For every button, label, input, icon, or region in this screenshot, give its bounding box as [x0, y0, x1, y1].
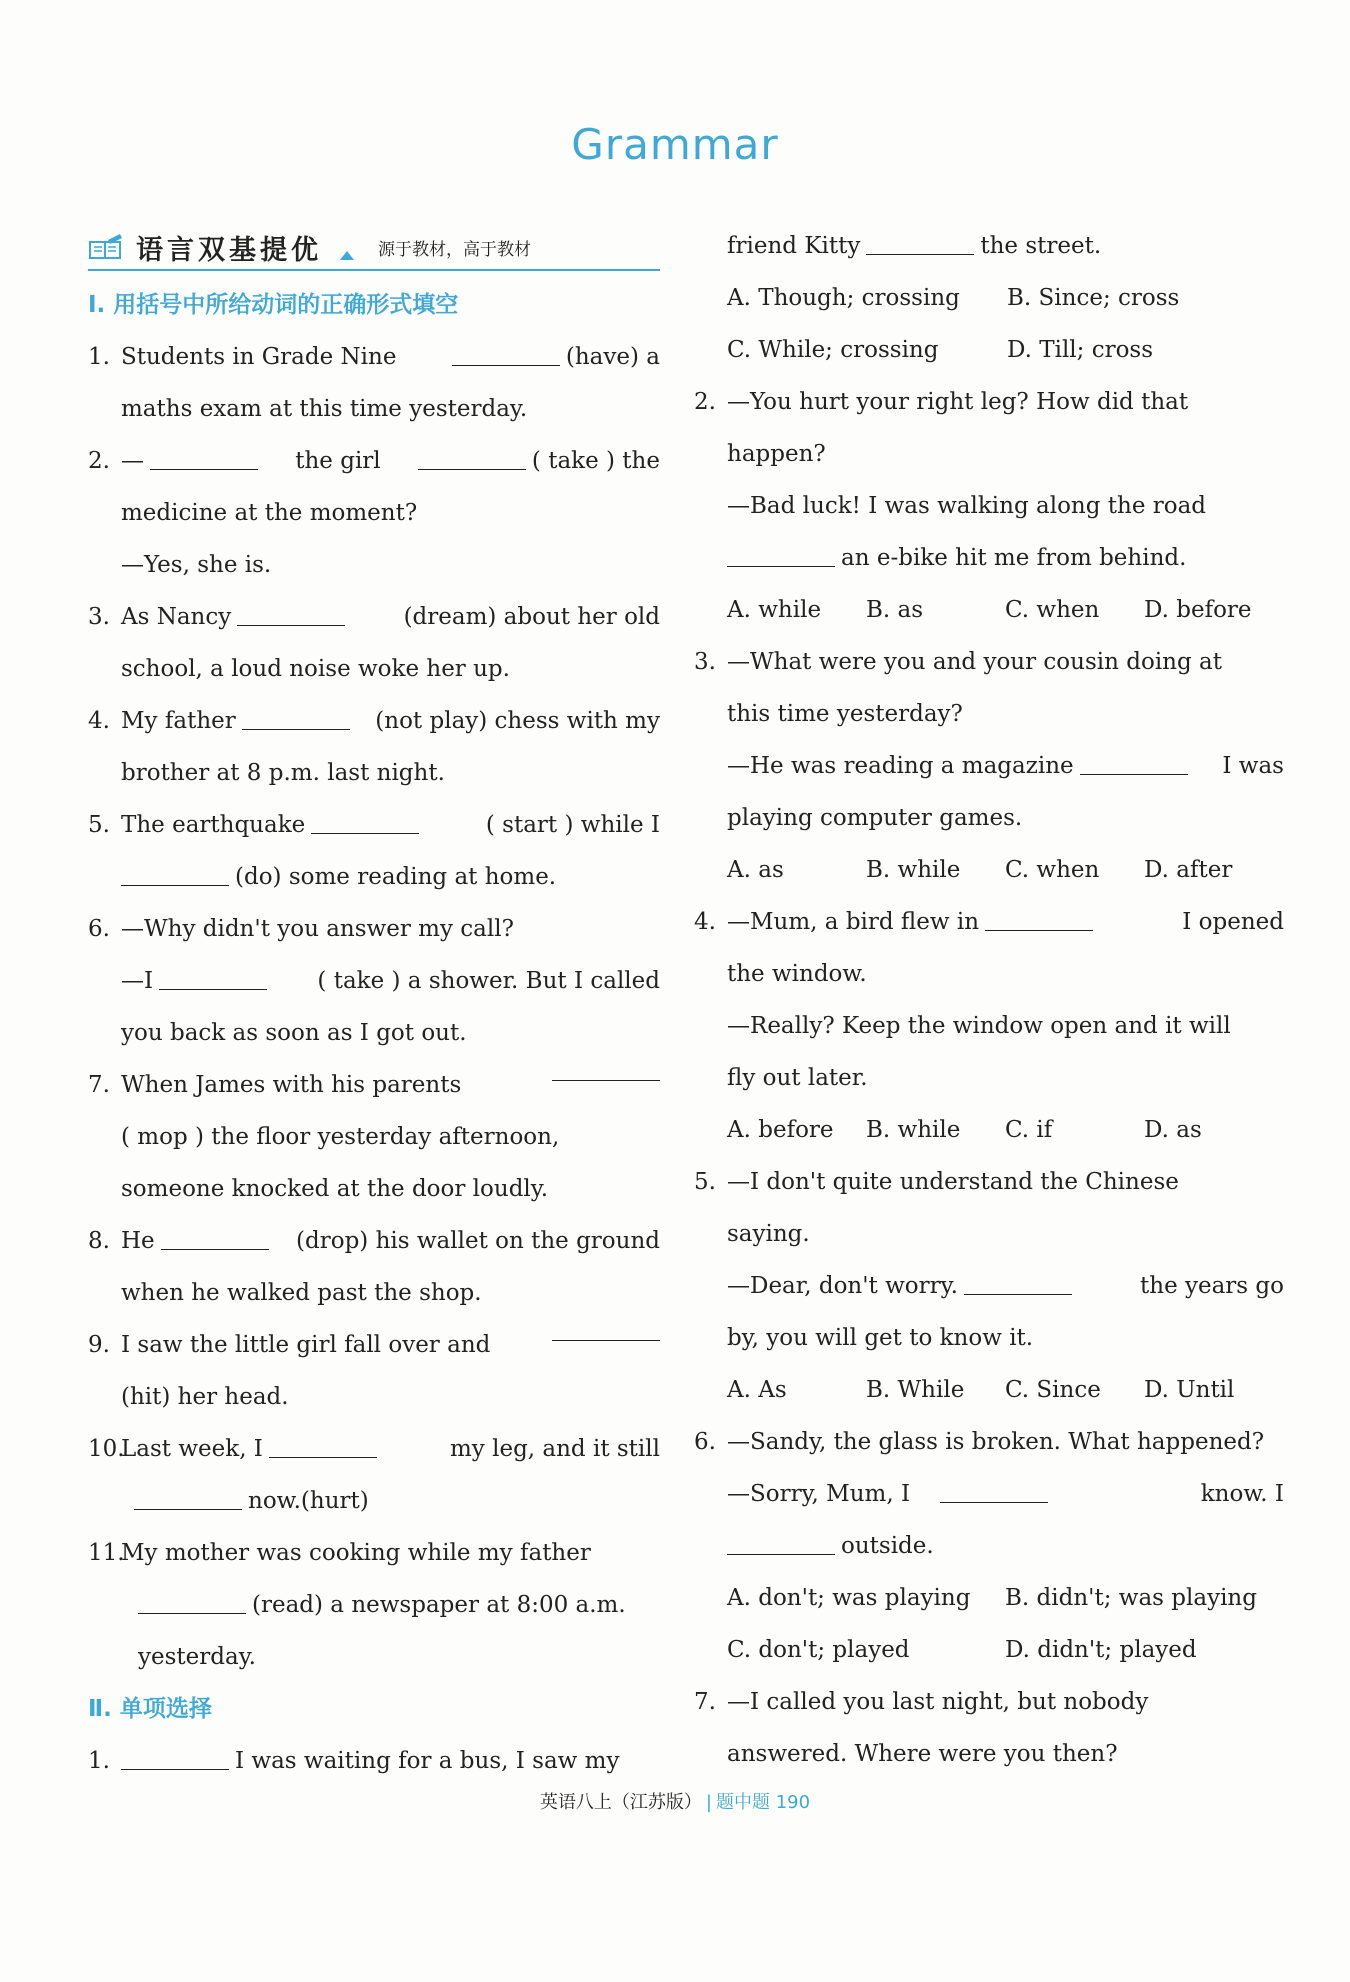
question-line: 4. —Mum, a bird flew in I opened — [694, 909, 1284, 935]
question-line: 8. He (drop) his wallet on the ground — [88, 1228, 660, 1254]
question-line: —He was reading a magazine I was — [727, 753, 1284, 779]
options-line — [694, 1104, 1284, 1156]
question-line: fly out later. — [727, 1065, 868, 1091]
options-line — [694, 1572, 1284, 1624]
answer-blank[interactable] — [552, 1319, 660, 1341]
question-line: yesterday. — [138, 1644, 256, 1670]
answer-blank[interactable] — [964, 1273, 1072, 1295]
answer-blank[interactable] — [159, 968, 267, 990]
question-line: 5. The earthquake ( start ) while I — [88, 812, 660, 838]
question-line: answered. Where were you then? — [727, 1741, 1118, 1767]
answer-blank[interactable] — [121, 864, 229, 886]
question-line: 3. —What were you and your cousin doing at — [694, 649, 1222, 675]
question-line: you back as soon as I got out. — [121, 1020, 467, 1046]
question-line: 6. —Sandy, the glass is broken. What happened? — [694, 1429, 1265, 1455]
question-line: someone knocked at the door loudly. — [121, 1176, 549, 1202]
option-d[interactable]: D. before — [1144, 597, 1252, 623]
footer-book-title: 英语八上（江苏版） — [539, 1792, 702, 1813]
question-line: —Yes, she is. — [121, 552, 272, 578]
question-line: —Dear, don't worry. the years go — [727, 1273, 1284, 1299]
question-line: (hit) her head. — [121, 1384, 289, 1410]
options-line — [694, 1624, 1284, 1676]
option-a[interactable]: A. while — [727, 597, 822, 623]
option-a[interactable]: A. don't; was playing — [727, 1585, 971, 1611]
option-c[interactable]: C. when — [1005, 597, 1100, 623]
option-d[interactable]: D. as — [1144, 1117, 1202, 1143]
answer-blank[interactable] — [242, 708, 350, 730]
triangle-icon — [340, 251, 354, 260]
question-line: 9. I saw the little girl fall over and — [88, 1319, 660, 1371]
question-line: —I ( take ) a shower. But I called — [121, 968, 660, 994]
left-column — [88, 225, 660, 1787]
question-line: 1. Students in Grade Nine (have) a — [88, 344, 660, 370]
option-c[interactable]: C. don't; played — [727, 1637, 910, 1663]
answer-blank[interactable] — [727, 1533, 835, 1555]
answer-blank[interactable] — [150, 448, 258, 470]
question-line: the window. — [727, 961, 867, 987]
answer-blank[interactable] — [866, 233, 974, 255]
option-b[interactable]: B. as — [866, 597, 924, 623]
answer-blank[interactable] — [727, 545, 835, 567]
question-line: 5. —I don't quite understand the Chinese — [694, 1169, 1179, 1195]
option-d[interactable]: D. Till; cross — [1007, 337, 1154, 363]
question-line: 1. I was waiting for a bus, I saw my — [88, 1748, 620, 1774]
option-c[interactable]: C. Since — [1005, 1377, 1101, 1403]
option-a[interactable]: A. As — [727, 1377, 787, 1403]
question-line: 2. —You hurt your right leg? How did that — [694, 389, 1189, 415]
question-line: saying. — [727, 1221, 810, 1247]
option-d[interactable]: D. didn't; played — [1005, 1637, 1197, 1663]
question-line: 7. —I called you last night, but nobody — [694, 1689, 1149, 1715]
answer-blank[interactable] — [552, 1059, 660, 1081]
question-line: 10.Last week, I my leg, and it still — [88, 1436, 660, 1462]
options-line — [694, 844, 1284, 896]
question-line: now.(hurt) — [88, 1475, 660, 1527]
option-d[interactable]: D. Until — [1144, 1377, 1235, 1403]
question-line: —Really? Keep the window open and it will — [727, 1013, 1231, 1039]
option-a[interactable]: A. before — [727, 1117, 834, 1143]
answer-blank[interactable] — [121, 1748, 229, 1770]
option-a[interactable]: A. as — [727, 857, 784, 883]
question-line: —Bad luck! I was walking along the road — [727, 493, 1207, 519]
option-b[interactable]: B. didn't; was playing — [1005, 1585, 1257, 1611]
section-1-title: Ⅰ. 用括号中所给动词的正确形式填空 — [88, 292, 459, 318]
page-title: Grammar — [571, 120, 779, 169]
options-line — [694, 584, 1284, 636]
option-d[interactable]: D. after — [1144, 857, 1233, 883]
answer-blank[interactable] — [940, 1481, 1048, 1503]
options-line — [694, 1364, 1284, 1416]
answer-blank[interactable] — [418, 448, 526, 470]
question-line: school, a loud noise woke her up. — [121, 656, 510, 682]
option-c[interactable]: C. when — [1005, 857, 1100, 883]
question-line: maths exam at this time yesterday. — [121, 396, 528, 422]
question-line: by, you will get to know it. — [727, 1325, 1034, 1351]
option-b[interactable]: B. while — [866, 857, 961, 883]
section-header — [88, 225, 660, 271]
question-line: —Sorry, Mum, I know. I — [727, 1481, 1284, 1507]
answer-blank[interactable] — [311, 812, 419, 834]
answer-blank[interactable] — [237, 604, 345, 626]
options-line — [694, 272, 1284, 324]
question-line: (read) a newspaper at 8:00 a.m. — [88, 1579, 660, 1631]
options-line — [694, 324, 1284, 376]
section-header-title: 语言双基提优 — [136, 234, 322, 266]
option-b[interactable]: B. While — [866, 1377, 965, 1403]
right-column — [694, 220, 1284, 1780]
section-header-subtitle: 源于教材，高于教材 — [378, 239, 531, 260]
question-line: 6. —Why didn't you answer my call? — [88, 916, 514, 942]
question-line: 11.My mother was cooking while my father — [88, 1540, 591, 1566]
answer-blank[interactable] — [1080, 753, 1188, 775]
footer-section: 题中题 — [715, 1792, 770, 1813]
question-line: playing computer games. — [727, 805, 1023, 831]
answer-blank[interactable] — [138, 1592, 246, 1614]
question-line: friend Kitty the street. — [727, 233, 1102, 259]
option-b[interactable]: B. while — [866, 1117, 961, 1143]
question-line: brother at 8 p.m. last night. — [121, 760, 445, 786]
question-line: an e-bike hit me from behind. — [694, 532, 1284, 584]
question-line: (do) some reading at home. — [88, 851, 660, 903]
book-icon — [88, 232, 124, 262]
option-c[interactable]: C. While; crossing — [727, 337, 939, 363]
question-line: this time yesterday? — [727, 701, 963, 727]
question-line: when he walked past the shop. — [121, 1280, 482, 1306]
footer-divider: | — [705, 1792, 712, 1813]
question-line: 2. — the girl ( take ) the — [88, 448, 660, 474]
question-line: 7. When James with his parents — [88, 1059, 660, 1111]
answer-blank[interactable] — [452, 344, 560, 366]
answer-blank[interactable] — [985, 909, 1093, 931]
question-line: medicine at the moment? — [121, 500, 418, 526]
question-line: outside. — [694, 1520, 1284, 1572]
answer-blank[interactable] — [134, 1488, 242, 1510]
answer-blank[interactable] — [269, 1436, 377, 1458]
page-footer — [0, 1788, 1350, 1814]
option-c[interactable]: C. if — [1005, 1117, 1053, 1143]
answer-blank[interactable] — [161, 1228, 269, 1250]
question-line: 3. As Nancy (dream) about her old — [88, 604, 660, 630]
question-line: happen? — [727, 441, 826, 467]
option-a[interactable]: A. Though; crossing — [727, 285, 960, 311]
page-number: 190 — [775, 1792, 811, 1813]
question-line: 4. My father (not play) chess with my — [88, 708, 660, 734]
section-2-title: Ⅱ. 单项选择 — [88, 1696, 212, 1722]
option-b[interactable]: B. Since; cross — [1007, 285, 1180, 311]
question-line: ( mop ) the floor yesterday afternoon, — [121, 1124, 560, 1150]
